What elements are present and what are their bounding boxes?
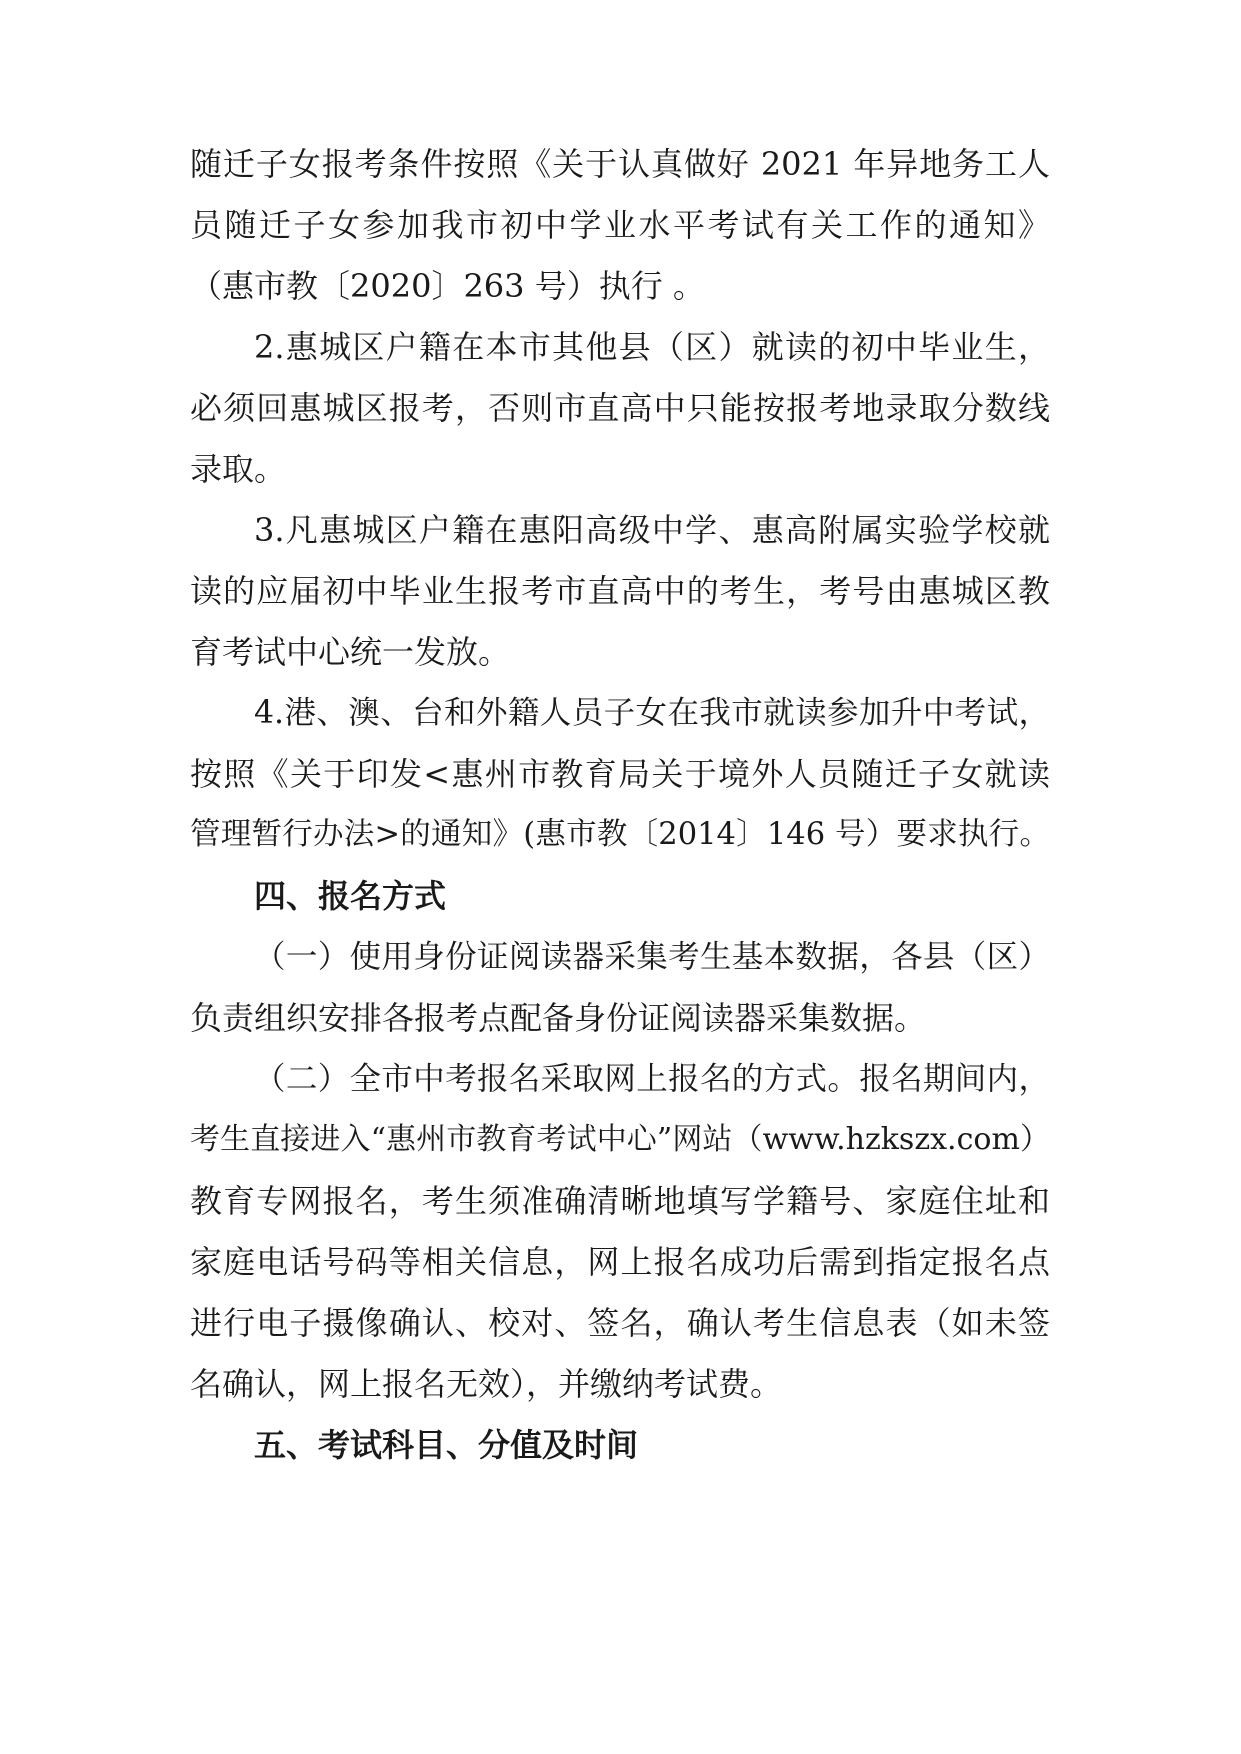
- paragraph-line: 4.港、澳、台和外籍人员子女在我市就读参加升中考试，: [254, 695, 1050, 731]
- paragraph-line: （二）全市中考报名采取网上报名的方式。报名期间内，: [254, 1061, 1050, 1097]
- paragraph-line: （惠市教〔2020〕263 号）执行 。: [190, 267, 705, 305]
- paragraph-line: 考生直接进入“惠州市教育考试中心”网站（www.hzkszx.com）: [190, 1122, 1050, 1157]
- paragraph-line: 3.凡惠城区户籍在惠阳高级中学、惠高附属实验学校就: [254, 511, 1050, 549]
- paragraph-line: 按照《关于印发<惠州市教育局关于境外人员随迁子女就读: [190, 755, 1050, 793]
- paragraph-line: 2.惠城区户籍在本市其他县（区）就读的初中毕业生，: [254, 328, 1050, 366]
- paragraph-line: 必须回惠城区报考，否则市直高中只能按报考地录取分数线: [190, 389, 1050, 427]
- section-heading: 五、考试科目、分值及时间: [254, 1426, 639, 1464]
- paragraph-line: 育考试中心统一发放。: [190, 633, 511, 671]
- paragraph-line: 名确认，网上报名无效），并缴纳考试费。: [190, 1365, 783, 1403]
- paragraph-line: 管理暂行办法>的通知》(惠市教〔2014〕146 号）要求执行。: [190, 817, 1050, 852]
- paragraph-line: 随迁子女报考条件按照《关于认真做好 2021 年异地务工人: [190, 145, 1050, 183]
- paragraph-line: 负责组织安排各报考点配备身份证阅读器采集数据。: [190, 999, 927, 1037]
- paragraph-line: 家庭电话号码等相关信息，网上报名成功后需到指定报名点: [190, 1243, 1050, 1281]
- paragraph-line: 员随迁子女参加我市初中学业水平考试有关工作的通知》: [190, 206, 1050, 244]
- paragraph-line: （一）使用身份证阅读器采集考生基本数据，各县（区）: [254, 939, 1050, 975]
- paragraph-line: 进行电子摄像确认、校对、签名，确认考生信息表（如未签: [190, 1304, 1050, 1342]
- paragraph-line: 教育专网报名，考生须准确清晰地填写学籍号、家庭住址和: [190, 1182, 1050, 1220]
- paragraph-line: 读的应届初中毕业生报考市直高中的考生，考号由惠城区教: [190, 572, 1050, 610]
- section-heading: 四、报名方式: [254, 877, 447, 915]
- paragraph-line: 录取。: [190, 450, 287, 488]
